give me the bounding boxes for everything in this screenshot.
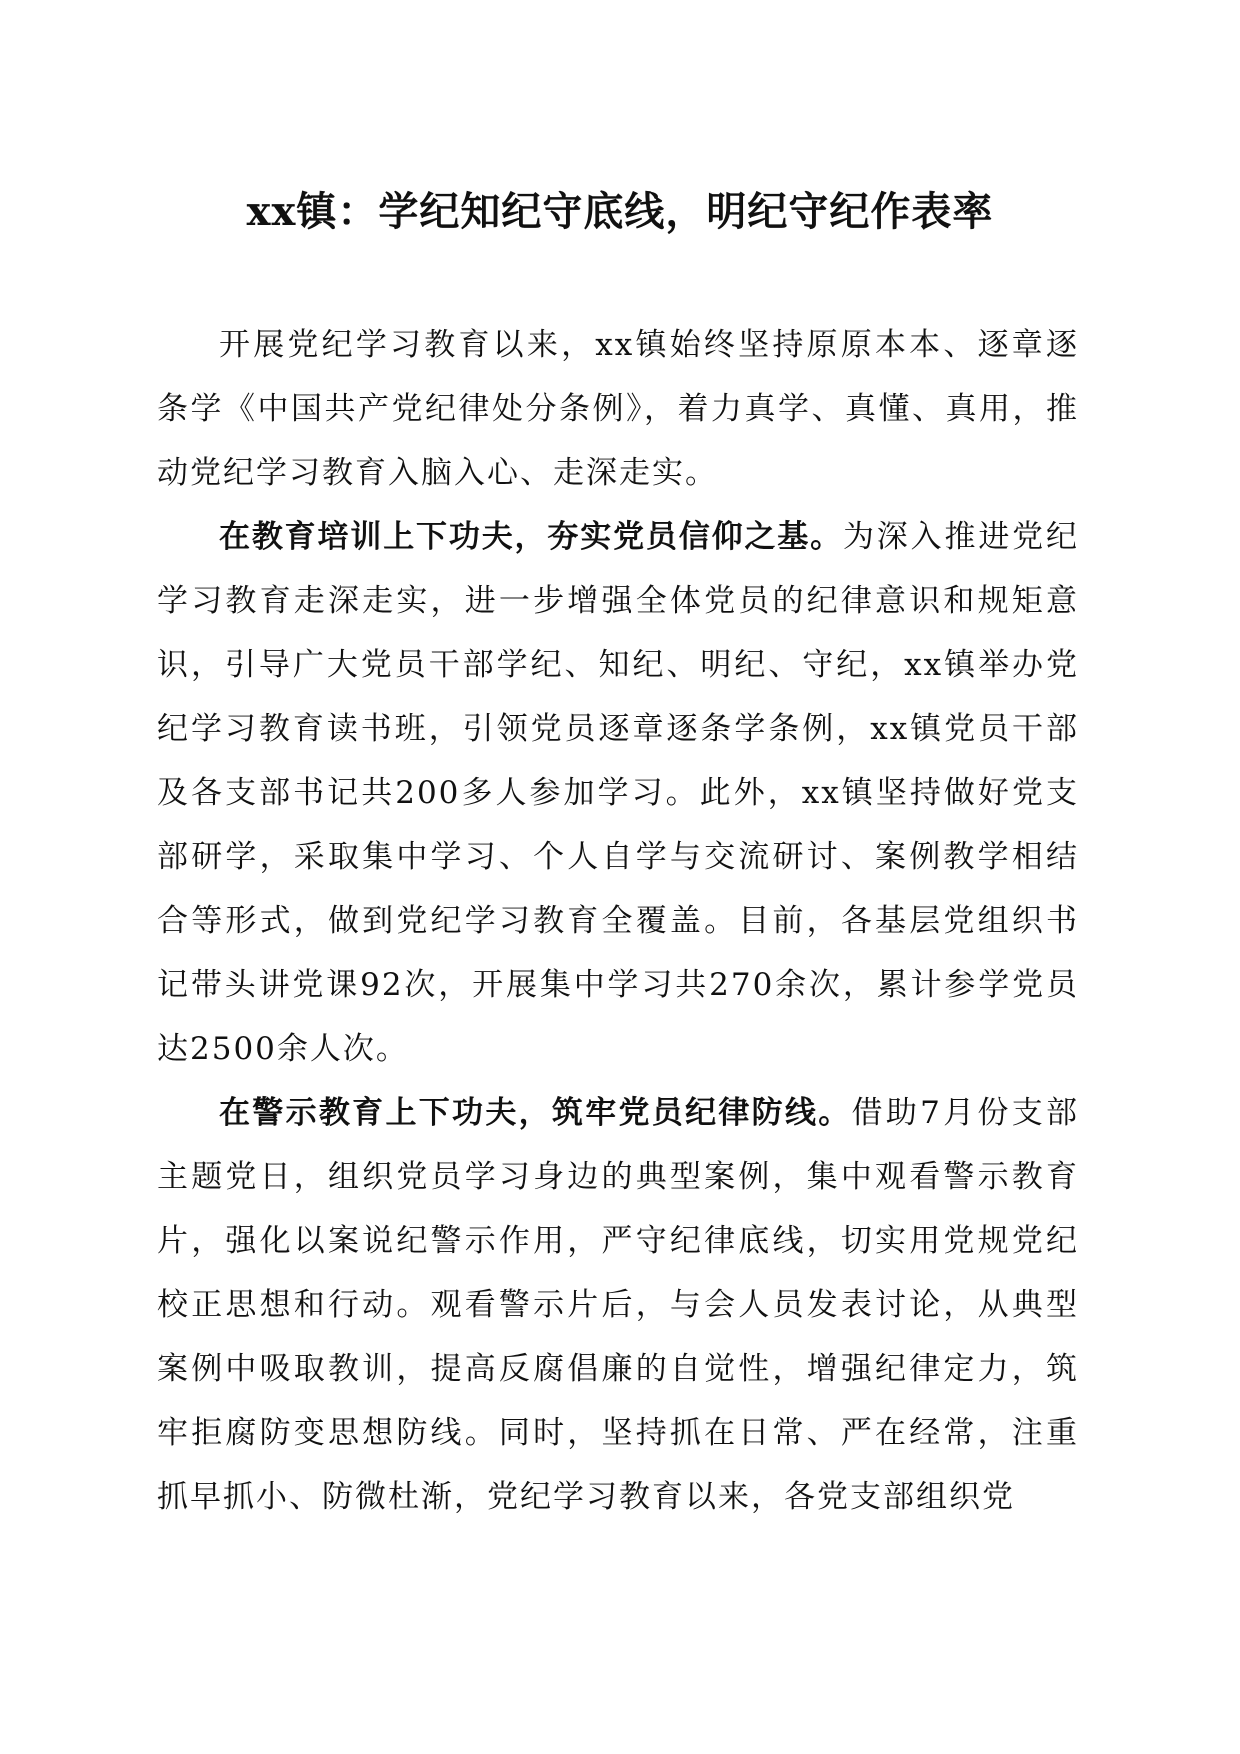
paragraph-education-training [157, 505, 1079, 1081]
paragraph-warning-education-lead: 在警示教育上下功夫，筑牢党员纪律防线。 [219, 1095, 852, 1131]
paragraph-intro [157, 313, 1079, 505]
document-body [157, 313, 1079, 1529]
paragraph-education-training-lead: 在教育培训上下功夫，夯实党员信仰之基。 [219, 519, 843, 555]
paragraph-warning-education [157, 1081, 1079, 1529]
paragraph-warning-education-text: 借助7月份支部主题党日，组织党员学习身边的典型案例，集中观看警示教育片，强化以案说纪警示作用，严守纪律底线，切实用党规党纪校正思想和行动。观看警示片后，与会人员发表讨论，从典型案例中吸取教训，提高反腐倡廉的自觉性，增强纪律定力，筑牢拒腐防变思想防线。同时，坚持抓在日常、严在经常，注重抓早抓小、防微杜渐，党纪学习教育以来，各党支部组织党 [157, 1095, 1079, 1515]
paragraph-intro-text: 开展党纪学习教育以来，xx镇始终坚持原原本本、逐章逐条学《中国共产党纪律处分条例》，着力真学、真懂、真用，推动党纪学习教育入脑入心、走深走实。 [157, 327, 1079, 491]
paragraph-education-training-text: 为深入推进党纪学习教育走深走实，进一步增强全体党员的纪律意识和规矩意识，引导广大党员干部学纪、知纪、明纪、守纪，xx镇举办党纪学习教育读书班，引领党员逐章逐条学条例，xx镇党员干部及各支部书记共200多人参加学习。此外，xx镇坚持做好党支部研学，采取集中学习、个人自学与交流研讨、案例教学相结合等形式，做到党纪学习教育全覆盖。目前，各基层党组织书记带头讲党课92次，开展集中学习共270余次，累计参学党员达2500余人次。 [157, 519, 1080, 1067]
document-title: xx镇：学纪知纪守底线，明纪守纪作表率 [246, 188, 994, 235]
